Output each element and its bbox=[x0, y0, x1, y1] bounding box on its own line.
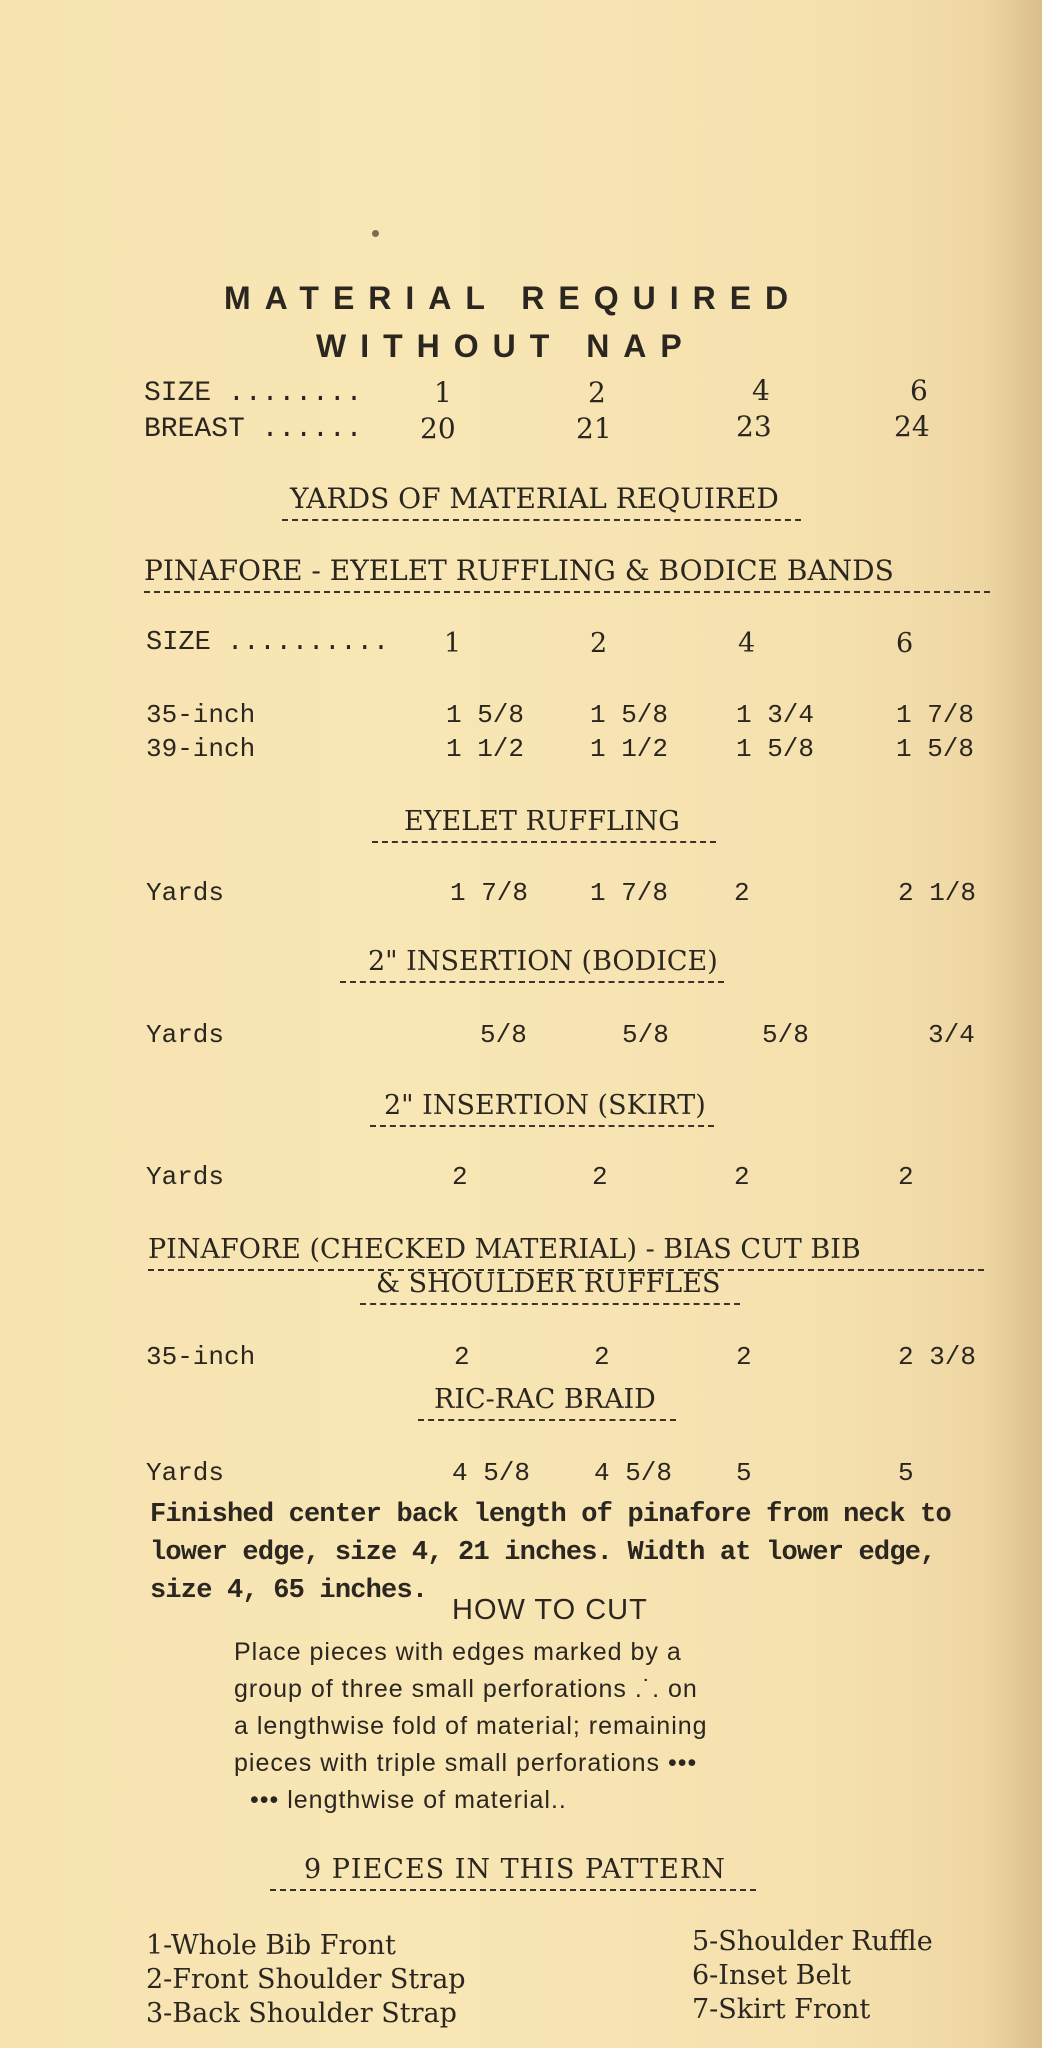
insertion-skirt-heading: 2" INSERTION (SKIRT) bbox=[370, 1090, 714, 1127]
ricrac-row-value: 5 bbox=[898, 1458, 914, 1488]
piece-item: 2-Front Shoulder Strap bbox=[146, 1964, 466, 1995]
ricrac-row-value: 4 5/8 bbox=[452, 1458, 531, 1488]
title-line2: WITHOUT NAP bbox=[316, 328, 696, 364]
size-value-1: 1 bbox=[434, 376, 452, 409]
breast-label: BREAST ...... bbox=[144, 414, 363, 445]
insertion-bodice-value: 3/4 bbox=[928, 1020, 975, 1050]
finished-line1: Finished center back length of pinafore from neck to bbox=[150, 1500, 951, 1530]
fabric-row-label: 35-inch bbox=[146, 700, 256, 730]
size-row-value-6: 6 bbox=[896, 628, 914, 659]
breast-value-6: 24 bbox=[894, 410, 930, 443]
piece-item: 6-Inset Belt bbox=[692, 1960, 851, 1991]
how-to-cut-line: pieces with triple small perforations ••• bbox=[234, 1749, 698, 1777]
fabric-row-label: 39-inch bbox=[146, 734, 256, 764]
checked-row-value: 2 bbox=[594, 1342, 610, 1372]
eyelet-row-label: Yards bbox=[146, 878, 225, 908]
insertion-bodice-label: Yards bbox=[146, 1020, 225, 1050]
piece-item: 1-Whole Bib Front bbox=[146, 1930, 396, 1961]
size-value-4: 4 bbox=[752, 374, 770, 407]
fabric-row-value: 1 1/2 bbox=[590, 734, 669, 764]
yards-heading: YARDS OF MATERIAL REQUIRED bbox=[282, 482, 801, 521]
size-label: SIZE ........ bbox=[144, 378, 363, 409]
checked-row-value: 2 bbox=[736, 1342, 752, 1372]
finished-line2: lower edge, size 4, 21 inches. Width at lower edge, bbox=[150, 1538, 936, 1568]
breast-value-1: 20 bbox=[420, 412, 456, 445]
how-to-cut-heading: HOW TO CUT bbox=[452, 1594, 648, 1626]
size-row bbox=[146, 628, 986, 662]
breast-value-4: 23 bbox=[736, 410, 772, 443]
fabric-row-value: 1 5/8 bbox=[896, 734, 975, 764]
fabric-row-value: 1 5/8 bbox=[590, 700, 669, 730]
eyelet-row-value: 2 bbox=[734, 878, 750, 908]
fabric-row-39 bbox=[146, 734, 986, 768]
eyelet-row-value: 2 1/8 bbox=[898, 878, 977, 908]
piece-item: 5-Shoulder Ruffle bbox=[692, 1926, 933, 1957]
insertion-skirt-row bbox=[146, 1162, 986, 1196]
size-row-value-2: 2 bbox=[590, 628, 608, 659]
insertion-skirt-value: 2 bbox=[592, 1162, 608, 1192]
insertion-skirt-value: 2 bbox=[734, 1162, 750, 1192]
insertion-bodice-value: 5/8 bbox=[762, 1020, 809, 1050]
size-value-2: 2 bbox=[588, 376, 606, 409]
size-row-value-1: 1 bbox=[444, 628, 462, 659]
title-line1: MATERIAL REQUIRED bbox=[224, 280, 803, 316]
checked-heading-line2: & SHOULDER RUFFLES bbox=[360, 1268, 740, 1305]
eyelet-row bbox=[146, 878, 986, 912]
ricrac-row-label: Yards bbox=[146, 1458, 225, 1488]
ricrac-row-value: 4 5/8 bbox=[594, 1458, 673, 1488]
insertion-skirt-value: 2 bbox=[898, 1162, 914, 1192]
size-row-value-4: 4 bbox=[738, 628, 756, 659]
paper-edge-shadow bbox=[982, 0, 1042, 2048]
insertion-skirt-label: Yards bbox=[146, 1162, 225, 1192]
ricrac-heading: RIC-RAC BRAID bbox=[418, 1384, 676, 1421]
pinafore-heading: PINAFORE - EYELET RUFFLING & BODICE BANDS bbox=[144, 554, 990, 593]
size-value-6: 6 bbox=[910, 374, 928, 407]
how-to-cut-line: Place pieces with edges marked by a bbox=[234, 1638, 682, 1666]
piece-item: 3-Back Shoulder Strap bbox=[146, 1998, 457, 2029]
eyelet-row-value: 1 7/8 bbox=[450, 878, 529, 908]
how-to-cut-line: a lengthwise fold of material; remaining bbox=[234, 1712, 708, 1740]
insertion-bodice-value: 5/8 bbox=[480, 1020, 527, 1050]
fabric-row-value: 1 5/8 bbox=[736, 734, 815, 764]
fabric-row-value: 1 3/4 bbox=[736, 700, 815, 730]
breast-value-2: 21 bbox=[576, 412, 612, 445]
checked-row-value: 2 3/8 bbox=[898, 1342, 977, 1372]
eyelet-heading: EYELET RUFFLING bbox=[372, 806, 716, 843]
fabric-row-value: 1 7/8 bbox=[896, 700, 975, 730]
ricrac-row-value: 5 bbox=[736, 1458, 752, 1488]
how-to-cut-line: ••• lengthwise of material.. bbox=[250, 1786, 567, 1814]
stray-dot bbox=[372, 230, 379, 237]
size-row-label: SIZE .......... bbox=[146, 628, 390, 658]
pieces-heading: 9 PIECES IN THIS PATTERN bbox=[270, 1854, 756, 1891]
eyelet-row-value: 1 7/8 bbox=[590, 878, 669, 908]
ricrac-row bbox=[146, 1458, 986, 1492]
fabric-row-value: 1 5/8 bbox=[446, 700, 525, 730]
piece-item: 7-Skirt Front bbox=[692, 1994, 871, 2025]
insertion-bodice-row bbox=[146, 1020, 986, 1054]
checked-row bbox=[146, 1342, 986, 1376]
checked-row-value: 2 bbox=[454, 1342, 470, 1372]
checked-row-label: 35-inch bbox=[146, 1342, 256, 1372]
fabric-row-35 bbox=[146, 700, 986, 734]
insertion-bodice-heading: 2" INSERTION (BODICE) bbox=[340, 946, 724, 983]
fabric-row-value: 1 1/2 bbox=[446, 734, 525, 764]
insertion-skirt-value: 2 bbox=[452, 1162, 468, 1192]
insertion-bodice-value: 5/8 bbox=[622, 1020, 669, 1050]
finished-line3: size 4, 65 inches. bbox=[150, 1576, 428, 1606]
how-to-cut-line: group of three small perforations .˙. on bbox=[234, 1675, 698, 1703]
checked-heading-line1: PINAFORE (CHECKED MATERIAL) - BIAS CUT BIB bbox=[148, 1234, 984, 1271]
